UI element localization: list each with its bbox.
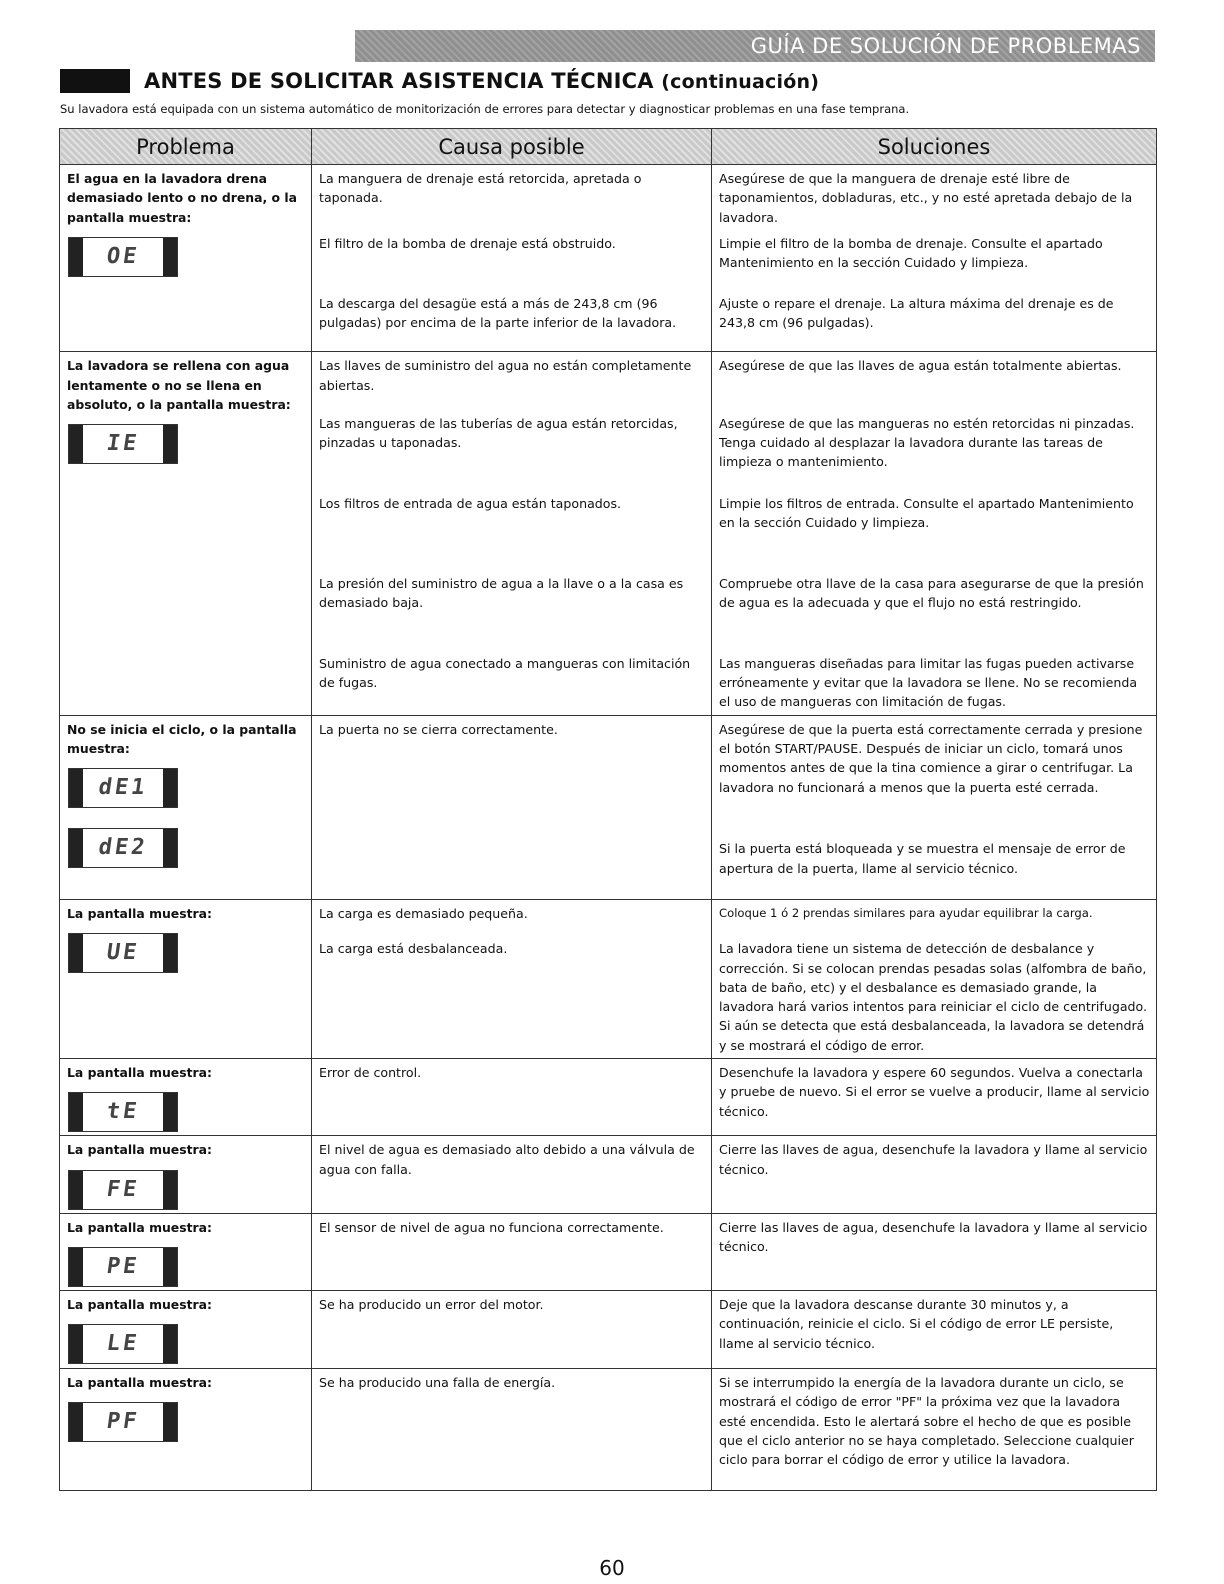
problem-text: No se inicia el ciclo, o la pantalla muestra:: [67, 721, 297, 757]
cause-cell: Error de control.: [312, 1059, 712, 1136]
problem-text: La pantalla muestra:: [67, 905, 212, 921]
title-marker: [60, 69, 130, 93]
intro-text: Su lavadora está equipada con un sistema automático de monitorización de errores para detectar y diagnosticar problemas en una fase temprana.: [60, 102, 910, 116]
solution-cell: Deje que la lavadora descanse durante 30 minutos y, a continuación, reinicie el ciclo. Si el código de error LE persiste, llame al servicio técnico.: [712, 1290, 1157, 1368]
table-row: [60, 165, 1157, 230]
table-row: [60, 1059, 1157, 1136]
problem-cell: [60, 715, 312, 899]
cause-cell: Las llaves de suministro del agua no están completamente abiertas.: [312, 352, 712, 410]
display-bezel-right: [163, 769, 177, 807]
cause-cell: El nivel de agua es demasiado alto debido a una válvula de agua con falla.: [312, 1136, 712, 1213]
display-bezel-right: [163, 1171, 177, 1209]
error-code-text: dE1: [96, 775, 150, 801]
problem-text: La pantalla muestra:: [67, 1065, 212, 1081]
table-row: [60, 352, 1157, 410]
error-code-text: OE: [105, 244, 142, 270]
cause-cell: Se ha producido un error del motor.: [312, 1290, 712, 1368]
table-row: [60, 1368, 1157, 1490]
error-code-text: dE2: [96, 835, 150, 861]
problem-cell: [60, 1368, 312, 1490]
cause-cell: La manguera de drenaje está retorcida, apretada o taponada.: [312, 165, 712, 230]
cause-cell: El filtro de la bomba de drenaje está obstruido.: [312, 230, 712, 290]
error-code-display: [68, 768, 178, 808]
solution-cell: Limpie los filtros de entrada. Consulte el apartado Mantenimiento en la sección Cuidado y limpieza.: [712, 490, 1157, 570]
page-number: 60: [599, 1556, 625, 1580]
cause-cell: Los filtros de entrada de agua están taponados.: [312, 490, 712, 570]
table-body: [60, 165, 1157, 1491]
solution-cell: Compruebe otra llave de la casa para asegurarse de que la presión de agua es la adecuada y que el flujo no está restringido.: [712, 570, 1157, 650]
cause-cell: [312, 835, 712, 899]
title-suffix: (continuación): [661, 71, 820, 93]
error-code-display: [68, 828, 178, 868]
table-header-row: [60, 129, 1157, 165]
problem-text: La lavadora se rellena con agua lentamente o no se llena en absoluto, o la pantalla muestra:: [67, 358, 291, 412]
display-bezel-right: [163, 238, 177, 276]
title-main: ANTES DE SOLICITAR ASISTENCIA TÉCNICA: [144, 69, 654, 93]
solution-cell: Cierre las llaves de agua, desenchufe la lavadora y llame al servicio técnico.: [712, 1136, 1157, 1213]
cause-cell: Se ha producido una falla de energía.: [312, 1368, 712, 1490]
error-code-text: IE: [105, 431, 142, 457]
table-row: [60, 1136, 1157, 1213]
error-code-text: PF: [105, 1409, 142, 1435]
error-code-display: [68, 1170, 178, 1210]
page-title: [144, 69, 819, 93]
solution-cell: Las mangueras diseñadas para limitar las fugas pueden activarse erróneamente y evitar que la lavadora se llene. No se recomienda el uso de mangueras con limitación de fugas.: [712, 650, 1157, 715]
display-bezel-right: [163, 1403, 177, 1441]
cause-cell: Las mangueras de las tuberías de agua están retorcidas, pinzadas u taponadas.: [312, 410, 712, 490]
error-code-display: [68, 1402, 178, 1442]
column-header-problem: Problema: [60, 129, 312, 165]
display-bezel-right: [163, 1248, 177, 1286]
table-row: [60, 1290, 1157, 1368]
solution-cell: Si la puerta está bloqueada y se muestra el mensaje de error de apertura de la puerta, llame al servicio técnico.: [712, 835, 1157, 899]
cause-cell: La presión del suministro de agua a la llave o a la casa es demasiado baja.: [312, 570, 712, 650]
problem-cell: [60, 899, 312, 1058]
error-code-display: [68, 424, 178, 464]
error-code-display: [68, 1247, 178, 1287]
display-bezel-right: [163, 829, 177, 867]
solution-cell: Coloque 1 ó 2 prendas similares para ayudar equilibrar la carga.: [712, 899, 1157, 935]
solution-cell: Limpie el filtro de la bomba de drenaje. Consulte el apartado Mantenimiento en la sección Cuidado y limpieza.: [712, 230, 1157, 290]
cause-cell: La puerta no se cierra correctamente.: [312, 715, 712, 835]
problem-text: El agua en la lavadora drena demasiado lento o no drena, o la pantalla muestra:: [67, 171, 297, 225]
solution-cell: La lavadora tiene un sistema de detección de desbalance y corrección. Si se colocan prendas pesadas solas (alfombra de baño, bata de baño, etc) y el desbalance es demasiado grande, la lavadora hará varios intentos para reiniciar el ciclo de centrifugado. Si aún se detecta que está desbalanceada, la lavadora se detendrá y se mostrará el código de error.: [712, 935, 1157, 1058]
cause-cell: La carga está desbalanceada.: [312, 935, 712, 1058]
solution-cell: Asegúrese de que la puerta está correctamente cerrada y presione el botón START/PAUSE. Después de iniciar un ciclo, tomará unos momentos antes de que la tina comience a girar o centrifugar. La lavadora no funcionará a menos que la puerta esté cerrada.: [712, 715, 1157, 835]
problem-cell: [60, 1136, 312, 1213]
error-code-display: [68, 1092, 178, 1132]
solution-cell: Cierre las llaves de agua, desenchufe la lavadora y llame al servicio técnico.: [712, 1213, 1157, 1290]
solution-cell: Asegúrese de que las llaves de agua están totalmente abiertas.: [712, 352, 1157, 410]
troubleshooting-table: [59, 128, 1157, 1491]
table-row: [60, 715, 1157, 835]
solution-cell: Desenchufe la lavadora y espere 60 segundos. Vuelva a conectarla y pruebe de nuevo. Si el error se vuelve a producir, llame al servicio técnico.: [712, 1059, 1157, 1136]
error-code-text: UE: [105, 940, 142, 966]
problem-cell: [60, 1290, 312, 1368]
error-code-text: tE: [105, 1099, 142, 1125]
solution-cell: Asegúrese de que la manguera de drenaje esté libre de taponamientos, dobladuras, etc., y no esté apretada debajo de la lavadora.: [712, 165, 1157, 230]
cause-cell: La descarga del desagüe está a más de 243,8 cm (96 pulgadas) por encima de la parte inferior de la lavadora.: [312, 290, 712, 352]
column-header-cause: Causa posible: [312, 129, 712, 165]
error-code-display: [68, 1324, 178, 1364]
solution-cell: Ajuste o repare el drenaje. La altura máxima del drenaje es de 243,8 cm (96 pulgadas).: [712, 290, 1157, 352]
cause-cell: Suministro de agua conectado a mangueras con limitación de fugas.: [312, 650, 712, 715]
table-row: [60, 899, 1157, 935]
error-code-display: [68, 933, 178, 973]
problem-text: La pantalla muestra:: [67, 1219, 212, 1235]
solution-cell: Asegúrese de que las mangueras no estén retorcidas ni pinzadas. Tenga cuidado al desplazar la lavadora durante las tareas de limpieza o mantenimiento.: [712, 410, 1157, 490]
cause-cell: La carga es demasiado pequeña.: [312, 899, 712, 935]
column-header-solution: Soluciones: [712, 129, 1157, 165]
error-code-display: [68, 237, 178, 277]
display-bezel-right: [163, 425, 177, 463]
error-code-text: LE: [105, 1331, 142, 1357]
problem-text: La pantalla muestra:: [67, 1374, 212, 1390]
error-code-text: FE: [105, 1177, 142, 1202]
cause-cell: El sensor de nivel de agua no funciona correctamente.: [312, 1213, 712, 1290]
section-banner: GUÍA DE SOLUCIÓN DE PROBLEMAS: [355, 30, 1155, 62]
table-row: [60, 1213, 1157, 1290]
problem-cell: [60, 1059, 312, 1136]
problem-text: La pantalla muestra:: [67, 1296, 212, 1312]
problem-cell: [60, 352, 312, 715]
solution-cell: Si se interrumpido la energía de la lavadora durante un ciclo, se mostrará el código de error "PF" la próxima vez que la lavadora esté encendida. Esto le alertará sobre el hecho de que es posible que el ciclo anterior no se haya completado. Seleccione cualquier ciclo para borrar el código de error y utilice la lavadora.: [712, 1368, 1157, 1490]
display-bezel-right: [163, 1325, 177, 1363]
title-row: [60, 66, 819, 96]
problem-cell: [60, 165, 312, 352]
problem-cell: [60, 1213, 312, 1290]
display-bezel-right: [163, 1093, 177, 1131]
error-code-text: PE: [105, 1254, 142, 1280]
display-bezel-right: [163, 934, 177, 972]
problem-text: La pantalla muestra:: [67, 1142, 212, 1158]
